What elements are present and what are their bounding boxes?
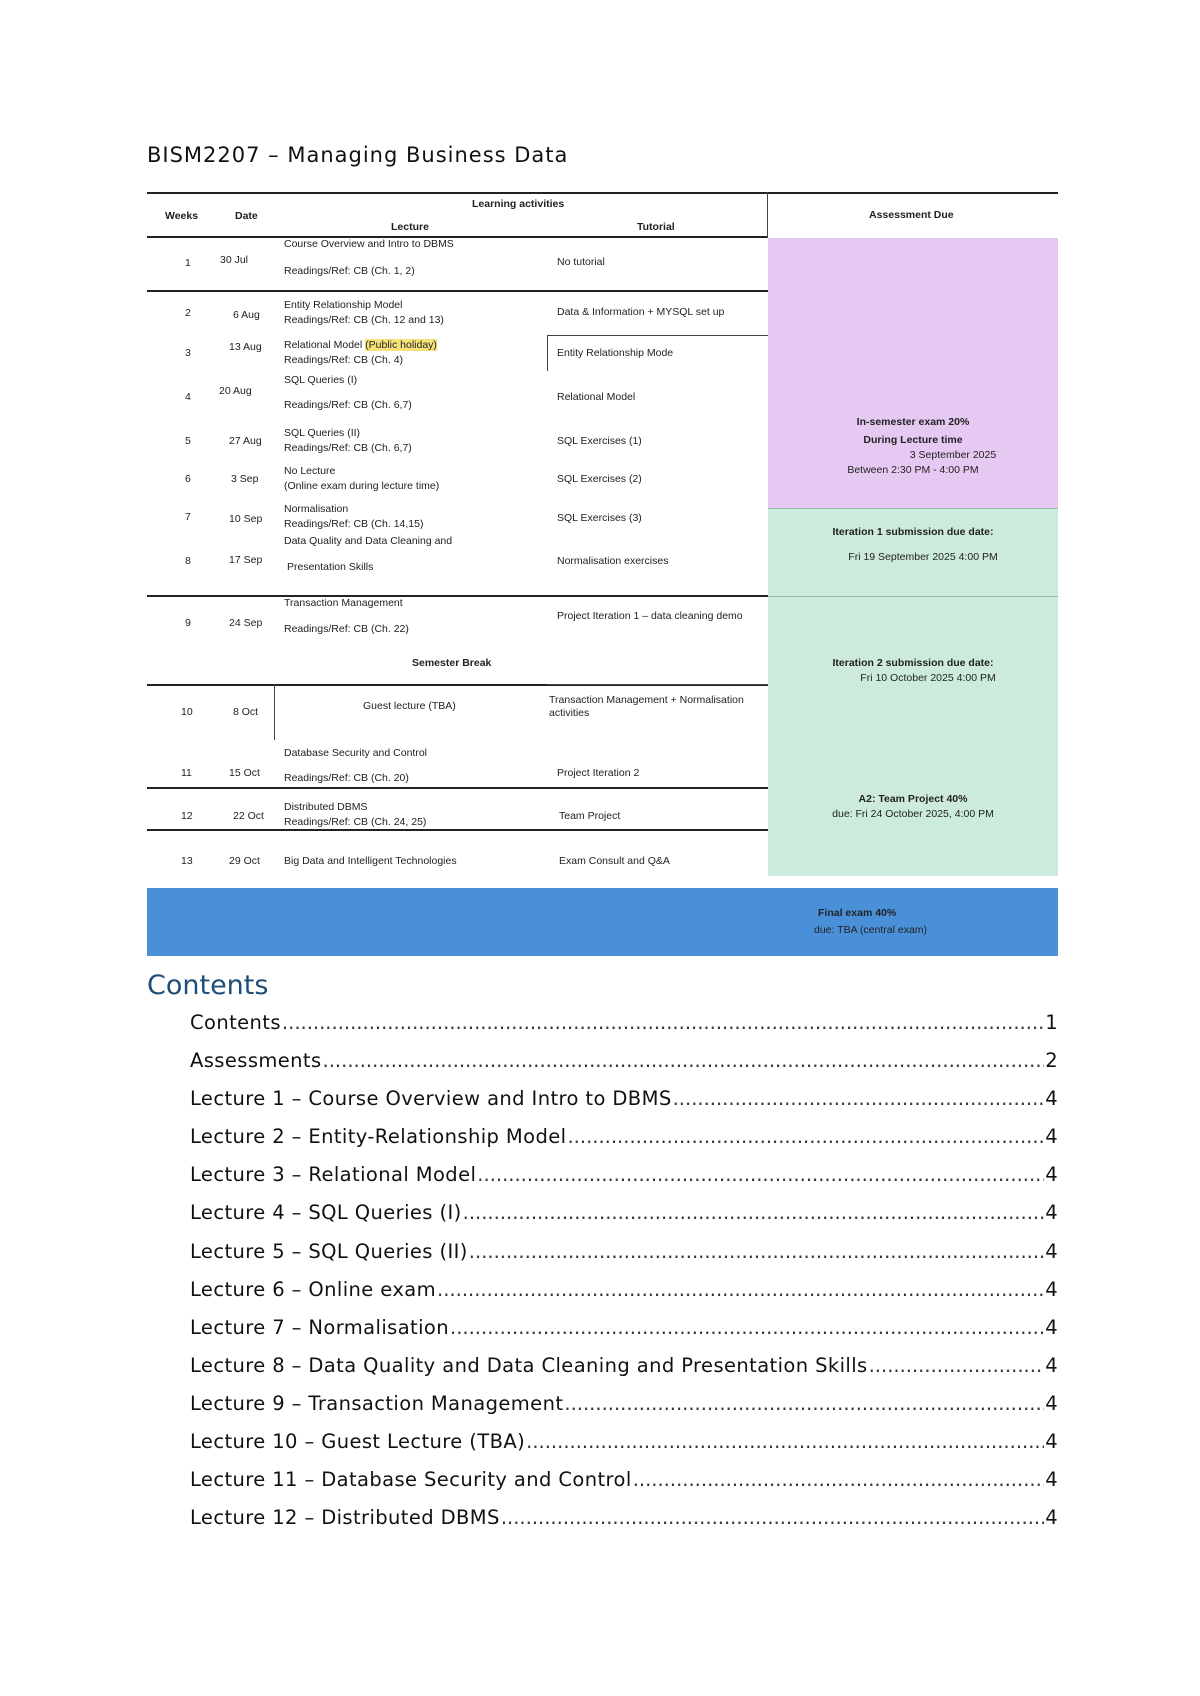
toc-entry[interactable]: [190, 1506, 1058, 1544]
lecture-readings: Readings/Ref: CB (Ch. 6,7): [284, 442, 412, 454]
week-number: 3: [185, 347, 191, 359]
toc-entry-page: 4: [1045, 1391, 1058, 1415]
tutorial-activity: Relational Model: [557, 391, 636, 403]
lecture-readings: Presentation Skills: [287, 561, 374, 573]
lecture-title: Distributed DBMS: [284, 801, 368, 813]
public-holiday-highlight: (Public holiday): [365, 339, 437, 351]
guest-lecture-left: [274, 684, 275, 740]
week-date: 27 Aug: [229, 435, 262, 447]
assessment-final-exam-title: Final exam 40%: [818, 907, 897, 919]
toc-entry[interactable]: [190, 1087, 1058, 1125]
assessment-iteration2-due: Fri 10 October 2025 4:00 PM: [860, 672, 996, 685]
toc-entry-page: 4: [1045, 1468, 1058, 1492]
row-rule: [147, 595, 768, 597]
toc-leader-dots: [323, 1049, 1045, 1072]
assessment-final-exam-text: [772, 907, 1054, 937]
assessment-exam-text: [772, 416, 1054, 478]
toc-entry-label: Assessments: [190, 1049, 322, 1073]
tutorial-rule: [547, 684, 768, 685]
lecture-title: Course Overview and Intro to DBMS: [284, 238, 454, 250]
lecture-title: Big Data and Intelligent Technologies: [284, 855, 457, 867]
toc-entry[interactable]: [190, 1163, 1058, 1201]
assessment-iteration1-due: Fri 19 September 2025 4:00 PM: [848, 551, 998, 564]
toc-leader-dots: [564, 1392, 1044, 1415]
week-number: 9: [185, 617, 191, 629]
assessment-team-project-due: due: Fri 24 October 2025, 4:00 PM: [832, 808, 994, 821]
toc-entry[interactable]: [190, 1354, 1058, 1392]
toc-entry-page: 4: [1045, 1239, 1058, 1263]
assessment-column-divider: [767, 192, 768, 238]
assessment-exam-time: Between 2:30 PM - 4:00 PM: [847, 464, 979, 477]
header-weeks: Weeks: [165, 210, 199, 222]
week-date: 3 Sep: [231, 473, 259, 485]
assessment-exam-title: In-semester exam 20%: [856, 416, 970, 428]
semester-break-label: Semester Break: [412, 657, 492, 669]
lecture-readings: Readings/Ref: CB (Ch. 14,15): [284, 518, 424, 530]
table-of-contents: [147, 970, 1058, 1544]
toc-entry[interactable]: [190, 1011, 1058, 1049]
toc-entry-label: Lecture 3 – Relational Model: [190, 1163, 477, 1187]
tutorial-activity: Exam Consult and Q&A: [559, 855, 670, 867]
header-lecture: Lecture: [391, 221, 429, 233]
toc-list: [147, 1011, 1058, 1544]
assessment-iteration1-title: Iteration 1 submission due date:: [832, 526, 994, 538]
tutorial-activity: Team Project: [559, 810, 621, 822]
toc-entry[interactable]: [190, 1049, 1058, 1087]
week-number: 4: [185, 391, 191, 403]
assessment-team-project-text: [772, 793, 1054, 821]
lecture-title: SQL Queries (I): [284, 374, 358, 386]
row-rule: [147, 829, 768, 831]
week-date: 24 Sep: [229, 617, 263, 629]
toc-leader-dots: [567, 1125, 1044, 1148]
week-date: 30 Jul: [220, 254, 249, 266]
contents-heading: Contents: [147, 970, 269, 1001]
lecture-readings: Readings/Ref: CB (Ch. 20): [284, 772, 409, 784]
week-date: 17 Sep: [229, 554, 263, 566]
header-learning-activities: Learning activities: [472, 198, 565, 210]
lecture-readings: Readings/Ref: CB (Ch. 12 and 13): [284, 314, 444, 326]
tutorial-activity: Normalisation exercises: [557, 555, 669, 567]
lecture-readings: (Online exam during lecture time): [284, 480, 440, 492]
toc-entry-label: Lecture 1 – Course Overview and Intro to DBMS: [190, 1087, 672, 1111]
toc-entry-label: Lecture 8 – Data Quality and Data Cleaning and Presentation Skills: [190, 1353, 868, 1377]
toc-leader-dots: [477, 1163, 1044, 1186]
row-rule: [147, 290, 768, 292]
tutorial-activity: SQL Exercises (1): [557, 435, 642, 447]
assessment-iteration2-text: [772, 657, 1054, 685]
toc-entry-page: 4: [1045, 1201, 1058, 1225]
lecture-title-text: Relational Model: [284, 339, 363, 351]
week-number: 12: [181, 810, 193, 822]
toc-leader-dots: [633, 1468, 1045, 1491]
week-date: 20 Aug: [219, 385, 252, 397]
toc-entry[interactable]: [190, 1278, 1058, 1316]
toc-entry-page: 4: [1045, 1163, 1058, 1187]
week-number: 6: [185, 473, 191, 485]
week-date: 22 Oct: [233, 810, 264, 822]
toc-entry[interactable]: [190, 1316, 1058, 1354]
lecture-title: Normalisation: [284, 503, 349, 515]
tutorial-activity: Data & Information + MYSQL set up: [557, 306, 725, 318]
toc-entry-label: Lecture 5 – SQL Queries (II): [190, 1239, 468, 1263]
toc-leader-dots: [869, 1354, 1045, 1377]
header-tutorial: Tutorial: [637, 221, 675, 233]
tutorial-activity: Project Iteration 2: [557, 767, 640, 779]
toc-leader-dots: [673, 1087, 1045, 1110]
toc-entry-label: Lecture 6 – Online exam: [190, 1277, 437, 1301]
tutorial-box-top: [547, 335, 768, 336]
toc-entry-page: 4: [1045, 1087, 1058, 1111]
week-number: 8: [185, 555, 191, 567]
toc-entry-page: 4: [1045, 1125, 1058, 1149]
week-date: 10 Sep: [229, 513, 263, 525]
toc-leader-dots: [501, 1506, 1044, 1529]
toc-entry-page: 4: [1045, 1506, 1058, 1530]
week-number: 2: [185, 307, 191, 319]
toc-entry[interactable]: [190, 1430, 1058, 1468]
week-number: 13: [181, 855, 193, 867]
toc-entry[interactable]: [190, 1468, 1058, 1506]
lecture-title: [284, 339, 437, 352]
lecture-title: Entity Relationship Model: [284, 299, 403, 311]
toc-leader-dots: [282, 1011, 1044, 1034]
tutorial-activity: Project Iteration 1 – data cleaning demo: [557, 610, 743, 622]
schedule-table-image: [147, 192, 1058, 952]
toc-entry-label: Lecture 2 – Entity-Relationship Model: [190, 1125, 567, 1149]
lecture-title: Transaction Management: [284, 597, 403, 609]
lecture-readings: Readings/Ref: CB (Ch. 4): [284, 354, 404, 366]
week-number: 1: [185, 257, 191, 269]
toc-entry-label: Lecture 4 – SQL Queries (I): [190, 1201, 462, 1225]
toc-entry-page: 2: [1045, 1049, 1058, 1073]
tutorial-activity: No tutorial: [557, 256, 605, 268]
lecture-title: Database Security and Control: [284, 747, 427, 759]
toc-entry[interactable]: [190, 1392, 1058, 1430]
toc-entry[interactable]: [190, 1201, 1058, 1239]
assessment-team-project-title: A2: Team Project 40%: [858, 793, 968, 805]
lecture-title: Guest lecture (TBA): [363, 700, 456, 712]
tutorial-activity: Transaction Management + Normalisation activities: [549, 694, 744, 720]
toc-entry-label: Lecture 12 – Distributed DBMS: [190, 1506, 500, 1530]
week-date: 6 Aug: [233, 309, 260, 321]
toc-entry-page: 4: [1045, 1315, 1058, 1339]
toc-entry-page: 4: [1045, 1277, 1058, 1301]
tutorial-box-left: [547, 335, 548, 371]
week-number: 10: [181, 706, 193, 718]
header-rule: [147, 236, 768, 238]
lecture-title: No Lecture: [284, 465, 336, 477]
tutorial-activity: Entity Relationship Mode: [557, 347, 674, 359]
assessment-iteration2-title: Iteration 2 submission due date:: [832, 657, 994, 669]
toc-entry-label: Contents: [190, 1011, 281, 1034]
lecture-readings: Readings/Ref: CB (Ch. 1, 2): [284, 265, 415, 277]
toc-entry-page: 4: [1045, 1430, 1058, 1454]
assessment-exam-date: 3 September 2025: [909, 449, 997, 462]
week-number: 7: [185, 511, 191, 523]
assessment-final-exam-due: due: TBA (central exam): [814, 924, 928, 937]
header-date: Date: [235, 210, 258, 222]
lecture-readings: Readings/Ref: CB (Ch. 6,7): [284, 399, 412, 411]
toc-leader-dots: [450, 1316, 1044, 1339]
toc-leader-dots: [526, 1430, 1044, 1453]
tutorial-activity: SQL Exercises (3): [557, 512, 642, 524]
toc-entry-label: Lecture 11 – Database Security and Control: [190, 1468, 632, 1492]
lecture-title: SQL Queries (II): [284, 427, 361, 439]
toc-leader-dots: [469, 1240, 1044, 1263]
document-title: BISM2207 – Managing Business Data: [147, 143, 569, 167]
assessment-iteration1-text: [772, 526, 1054, 564]
header-assessment-due: Assessment Due: [869, 209, 954, 221]
row-rule: [147, 787, 768, 789]
tutorial-activity: SQL Exercises (2): [557, 473, 642, 485]
week-date: 8 Oct: [233, 706, 259, 718]
toc-entry-page: 1: [1045, 1011, 1058, 1034]
toc-entry-label: Lecture 9 – Transaction Management: [190, 1391, 564, 1415]
toc-entry[interactable]: [190, 1125, 1058, 1163]
week-number: 5: [185, 435, 191, 447]
week-date: 13 Aug: [229, 341, 262, 353]
toc-entry-label: Lecture 7 – Normalisation: [190, 1315, 450, 1339]
toc-entry[interactable]: [190, 1240, 1058, 1278]
week-number: 11: [181, 767, 192, 779]
lecture-title: Data Quality and Data Cleaning and: [284, 535, 453, 547]
week-date: 29 Oct: [229, 855, 260, 867]
table-top-rule: [147, 192, 1058, 194]
toc-entry-label: Lecture 10 – Guest Lecture (TBA): [190, 1430, 526, 1454]
assessment-exam-when: During Lecture time: [863, 434, 963, 447]
toc-leader-dots: [463, 1201, 1045, 1224]
week-date: 15 Oct: [229, 767, 260, 779]
lecture-readings: Readings/Ref: CB (Ch. 22): [284, 623, 409, 635]
toc-leader-dots: [437, 1278, 1044, 1301]
lecture-readings: Readings/Ref: CB (Ch. 24, 25): [284, 816, 427, 828]
toc-entry-page: 4: [1045, 1353, 1058, 1377]
